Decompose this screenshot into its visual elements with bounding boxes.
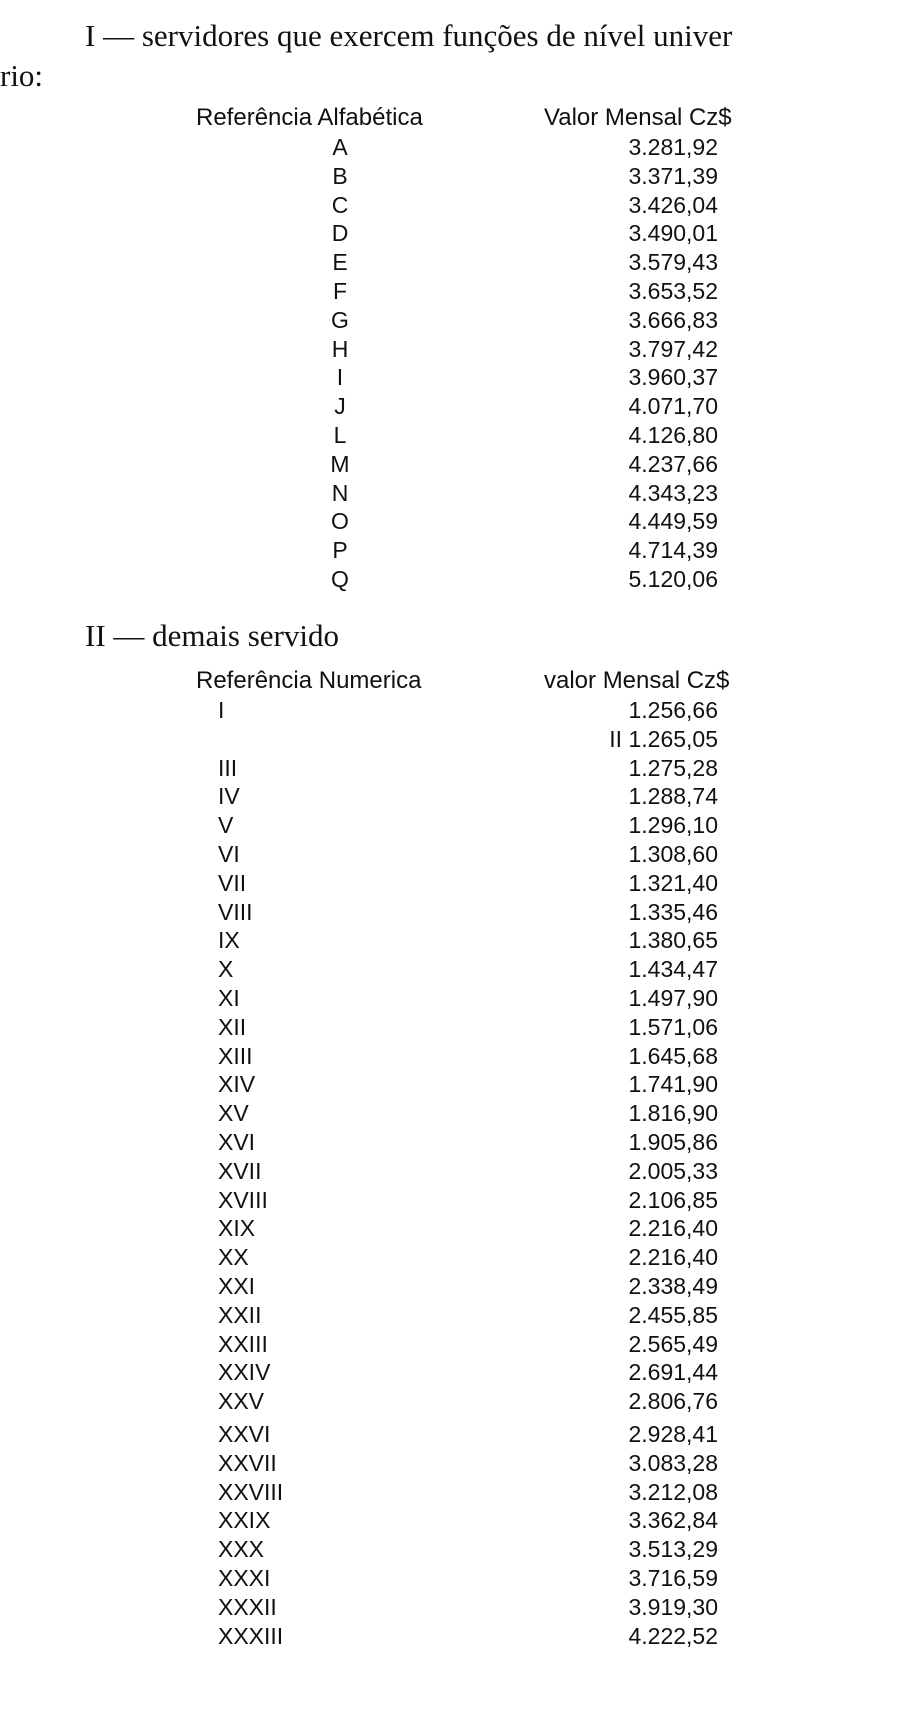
section1-intro-continuation: rio: [0, 58, 44, 93]
table2-ref-cell [218, 725, 368, 754]
table1-value-cell: 4.071,70 [628, 393, 718, 420]
table2-value-cell: 2.216,40 [628, 1215, 718, 1242]
table1-reference-column [305, 133, 375, 594]
table1-value-cell: 4.449,59 [628, 508, 718, 535]
table2-value-cell: 1.645,68 [628, 1042, 718, 1069]
table2-ref-cell: XIII [218, 1042, 253, 1069]
table2-ref-cell: XXII [218, 1301, 262, 1328]
table1-ref-cell: J [334, 393, 346, 420]
table1-ref-cell: A [332, 134, 348, 160]
table2-reference-column [218, 696, 368, 1650]
table2-ref-cell: VIII [218, 898, 253, 925]
table1-ref-cell: H [331, 335, 349, 362]
table2-ref-cell: VI [218, 840, 240, 867]
table2-ref-cell: XXVII [218, 1449, 277, 1476]
table2-value-cell: 3.083,28 [628, 1449, 718, 1476]
table1-header-reference: Referência Alfabética [196, 104, 423, 131]
table2-value-cell: 1.434,47 [628, 956, 718, 983]
table2-ref-cell: XXI [218, 1272, 256, 1299]
table2-value-cell: 1.497,90 [628, 984, 718, 1011]
table2-value-cell: 2.806,76 [628, 1388, 718, 1415]
table2-ref-cell: XXV [218, 1388, 265, 1415]
table2-ref-cell: XXVI [218, 1420, 271, 1447]
table2-value-column [560, 696, 718, 1650]
table2-ref-cell: XXX [218, 1536, 265, 1563]
table2-value-cell: 1.905,86 [628, 1128, 718, 1155]
table2-value-cell: 3.212,08 [628, 1478, 718, 1505]
table1-ref-cell: P [332, 537, 348, 564]
table2-header-value: valor Mensal Cz$ [544, 667, 730, 694]
table2-header-reference: Referência Numerica [196, 667, 422, 694]
table2-ref-cell: XVII [218, 1157, 262, 1184]
table2-value-cell: 2.928,41 [628, 1420, 718, 1447]
table2-value-cell: 1.256,66 [628, 697, 718, 723]
table1-ref-cell: M [330, 450, 350, 477]
table2-value-cell: 2.005,33 [628, 1157, 718, 1184]
section2-intro: II — demais servido [85, 618, 339, 653]
table2-value-cell: 3.716,59 [628, 1564, 718, 1591]
table2-ref-cell: XI [218, 984, 240, 1011]
table2-value-cell: 1.741,90 [628, 1071, 718, 1098]
table2-ref-cell: I [218, 697, 225, 723]
table1-value-cell: 3.426,04 [628, 191, 718, 218]
table2-value-cell: 1.321,40 [628, 869, 718, 896]
table2-ref-cell: III [218, 754, 238, 781]
table1-ref-cell: O [331, 508, 349, 535]
table2-value-cell: 1.275,28 [628, 754, 718, 781]
table2-value-cell: 4.222,52 [628, 1622, 718, 1649]
table1-value-cell: 5.120,06 [628, 565, 718, 592]
table1-ref-cell: N [331, 479, 349, 506]
table1-value-cell: 3.666,83 [628, 306, 718, 333]
table2-value-cell: 2.565,49 [628, 1330, 718, 1357]
table1-ref-cell: E [332, 249, 348, 276]
table2-value-cell: 2.106,85 [628, 1186, 718, 1213]
table2-ref-cell: XXXII [218, 1593, 277, 1620]
table1-value-cell: 3.797,42 [628, 335, 718, 362]
table1-value-cell: 3.371,39 [628, 162, 718, 189]
table1-ref-cell: L [333, 421, 347, 448]
table2-ref-cell: X [218, 956, 234, 983]
table1-value-cell: 4.237,66 [628, 450, 718, 477]
table1-value-cell: 4.714,39 [628, 537, 718, 564]
table1-value-cell: 4.126,80 [628, 421, 718, 448]
table2-value-cell: 1.288,74 [628, 783, 718, 810]
table1-ref-cell: C [331, 191, 349, 218]
table2-value-cell: 3.362,84 [628, 1507, 718, 1534]
table2-ref-cell: VII [218, 869, 247, 896]
table2-value-cell: 1.308,60 [628, 840, 718, 867]
table1-ref-cell: F [332, 277, 348, 304]
table1-ref-cell: I [336, 364, 344, 391]
table1-value-cell: 3.960,37 [628, 364, 718, 391]
table1-value-cell: 3.579,43 [628, 249, 718, 276]
table2-ref-cell: XVI [218, 1128, 256, 1155]
table2-ref-cell: XV [218, 1100, 249, 1127]
table1-value-column [570, 133, 718, 594]
table2-value-cell: 1.296,10 [628, 812, 718, 839]
section1-intro: I — servidores que exercem funções de nível univer [85, 18, 733, 53]
table2-ref-cell: XIX [218, 1215, 256, 1242]
table2-ref-cell: XXIV [218, 1359, 271, 1386]
table1-value-cell: 3.281,92 [628, 134, 718, 160]
table2-ref-cell: XVIII [218, 1186, 268, 1213]
table2-ref-cell: XXIII [218, 1330, 268, 1357]
table2-ref-cell: IV [218, 783, 240, 810]
table2-value-cell: 1.380,65 [628, 927, 718, 954]
table2-ref-cell: XXXIII [218, 1622, 284, 1649]
table2-value-cell: II 1.265,05 [609, 725, 718, 752]
table2-value-cell: 1.335,46 [628, 898, 718, 925]
table2-ref-cell: XXXI [218, 1564, 271, 1591]
table2-ref-cell: XXVIII [218, 1478, 284, 1505]
table2-value-cell: 3.513,29 [628, 1536, 718, 1563]
table2-value-cell: 2.691,44 [628, 1359, 718, 1386]
table1-ref-cell: Q [331, 565, 349, 592]
table2-value-cell: 2.216,40 [628, 1244, 718, 1271]
table2-ref-cell: XX [218, 1244, 249, 1271]
table2-ref-cell: XXIX [218, 1507, 271, 1534]
table2-ref-cell: V [218, 812, 234, 839]
table1-value-cell: 4.343,23 [628, 479, 718, 506]
table2-ref-cell: IX [218, 927, 240, 954]
table1-header-value: Valor Mensal Cz$ [544, 104, 732, 131]
table2-ref-cell: XII [218, 1013, 247, 1040]
table1-ref-cell: B [332, 162, 348, 189]
table2-value-cell: 1.571,06 [628, 1013, 718, 1040]
table1-value-cell: 3.490,01 [628, 220, 718, 247]
table1-ref-cell: G [331, 306, 349, 333]
table2-value-cell: 2.455,85 [628, 1301, 718, 1328]
table1-value-cell: 3.653,52 [628, 277, 718, 304]
table1-ref-cell: D [331, 220, 349, 247]
table2-value-cell: 1.816,90 [628, 1100, 718, 1127]
table2-ref-cell: XIV [218, 1071, 256, 1098]
table2-value-cell: 3.919,30 [628, 1593, 718, 1620]
table2-value-cell: 2.338,49 [628, 1272, 718, 1299]
